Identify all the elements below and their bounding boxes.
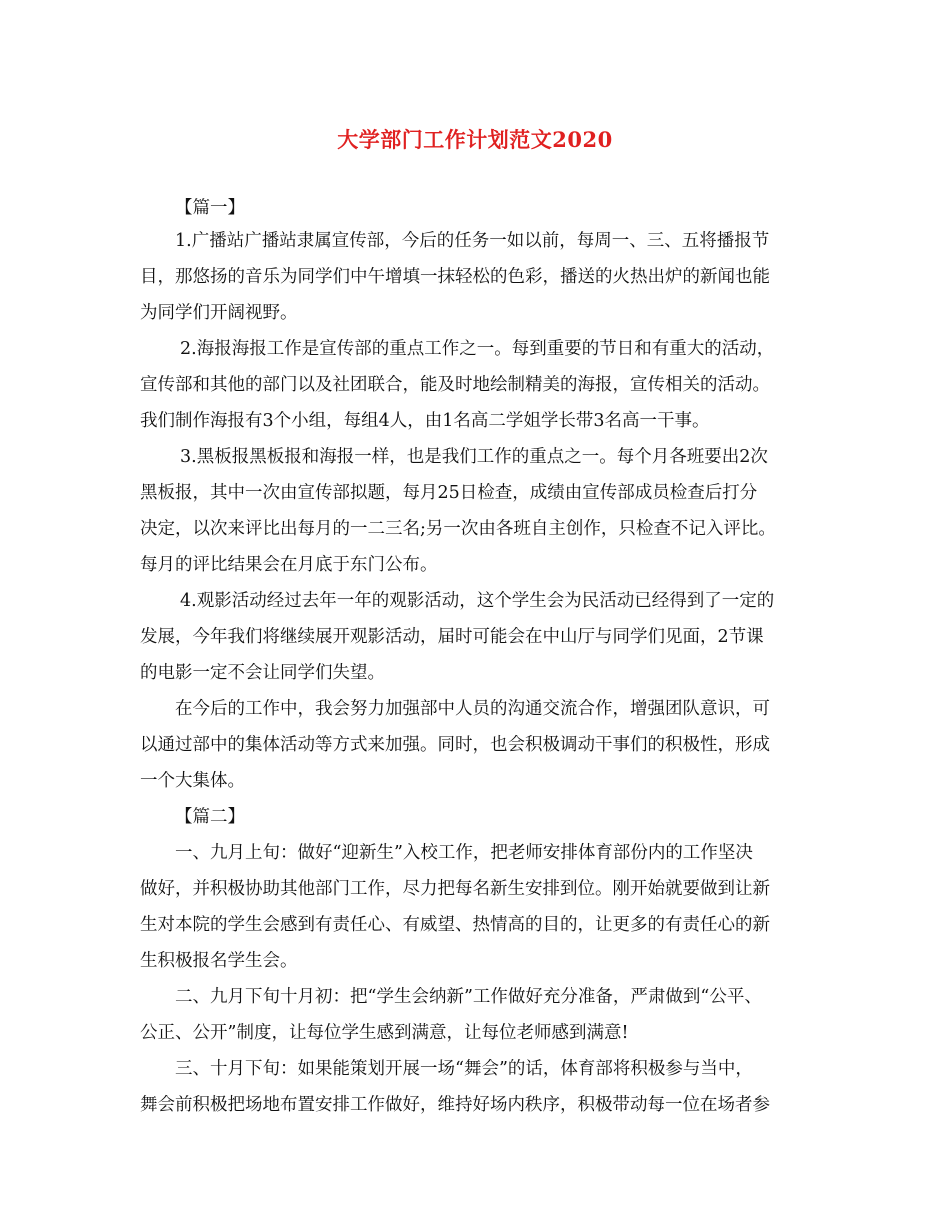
text-line: 发展，今年我们将继续展开观影活动，届时可能会在中山厅与同学们见面，2节课 <box>140 627 764 647</box>
document-title: 大学部门工作计划范文2020 <box>337 127 613 152</box>
text-line: 二、九月下旬十月初：把“学生会纳新”工作做好充分准备，严肃做到“公平、 <box>175 987 762 1007</box>
text-line: 1.广播站广播站隶属宣传部，今后的任务一如以前，每周一、三、五将播报节 <box>175 231 770 251</box>
text-line: 每月的评比结果会在月底于东门公布。 <box>140 555 438 575</box>
text-line: 公正、公开”制度，让每位学生感到满意，让每位老师感到满意! <box>140 1023 629 1043</box>
text-line: 的电影一定不会让同学们失望。 <box>140 663 385 683</box>
text-line: 一、九月上旬：做好“迎新生”入校工作，把老师安排体育部份内的工作坚决 <box>175 843 753 863</box>
text-line: 宣传部和其他的部门以及社团联合，能及时地绘制精美的海报，宣传相关的活动。 <box>140 375 770 395</box>
text-line: 生对本院的学生会感到有责任心、有威望、热情高的目的，让更多的有责任心的新 <box>140 915 770 935</box>
text-line: 做好，并积极协助其他部门工作，尽力把每名新生安排到位。刚开始就要做到让新 <box>140 879 770 899</box>
text-line: 为同学们开阔视野。 <box>140 303 298 323</box>
text-line: 决定，以次来评比出每月的一二三名;另一次由各班自主创作，只检查不记入评比。 <box>140 519 776 539</box>
section-heading: 【篇二】 <box>175 807 245 827</box>
text-line: 我们制作海报有3个小组，每组4人，由1名高二学姐学长带3名高一干事。 <box>140 411 710 431</box>
text-line: 在今后的工作中，我会努力加强部中人员的沟通交流合作，增强团队意识，可 <box>175 699 770 719</box>
text-line: 一个大集体。 <box>140 771 245 791</box>
text-line: 舞会前积极把场地布置安排工作做好，维持好场内秩序，积极带动每一位在场者参 <box>140 1095 770 1115</box>
text-line: 目，那悠扬的音乐为同学们中午增填一抹轻松的色彩，播送的火热出炉的新闻也能 <box>140 267 770 287</box>
text-line: 生积极报名学生会。 <box>140 951 298 971</box>
text-line: 黑板报，其中一次由宣传部拟题，每月25日检查，成绩由宣传部成员检查后打分 <box>140 483 758 503</box>
text-line: 以通过部中的集体活动等方式来加强。同时，也会积极调动干事们的积极性，形成 <box>140 735 770 755</box>
text-line: 2.海报海报工作是宣传部的重点工作之一。每到重要的节日和有重大的活动， <box>180 339 775 359</box>
text-line: 三、十月下旬：如果能策划开展一场“舞会”的话，体育部将积极参与当中， <box>175 1059 753 1079</box>
section-heading: 【篇一】 <box>175 198 245 218</box>
text-line: 3.黑板报黑板报和海报一样，也是我们工作的重点之一。每个月各班要出2次 <box>180 447 768 467</box>
text-line: 4.观影活动经过去年一年的观影活动，这个学生会为民活动已经得到了一定的 <box>180 591 775 611</box>
